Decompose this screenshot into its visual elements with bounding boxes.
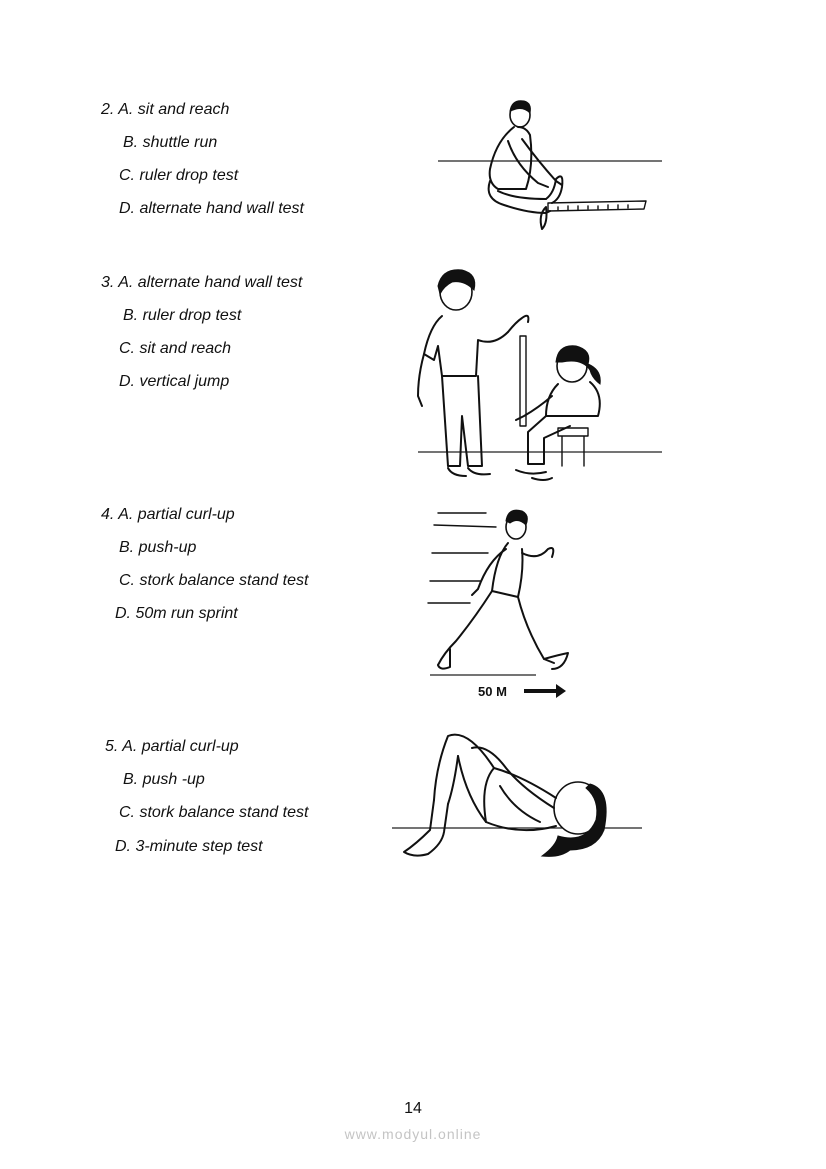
q5-option-a: 5. A. partial curl-up: [105, 738, 239, 755]
child-sit-and-reach-icon: [438, 95, 664, 235]
q2-option-c: C. ruler drop test: [119, 167, 239, 184]
child-curl-up-icon: [390, 726, 646, 878]
q3-option-d: D. vertical jump: [119, 373, 230, 390]
q3-option-a: 3. A. alternate hand wall test: [101, 274, 303, 291]
distance-caption: [478, 684, 507, 699]
q4-option-d: D. 50m run sprint: [115, 605, 238, 622]
page-number: 14: [404, 1100, 422, 1117]
q3-option-c: C. sit and reach: [119, 340, 232, 357]
q2-option-d: D. alternate hand wall test: [119, 200, 304, 217]
q4-option-c: C. stork balance stand test: [119, 572, 309, 589]
q2-option-a: 2. A. sit and reach: [101, 101, 230, 118]
watermark: www.modyul.online: [344, 1126, 482, 1142]
q3-option-b: B. ruler drop test: [123, 307, 242, 324]
q5-option-d: D. 3-minute step test: [115, 838, 263, 855]
arrow-right-icon: [524, 684, 566, 698]
q4-option-b: B. push-up: [119, 539, 197, 556]
q2-option-b: B. shuttle run: [123, 134, 218, 151]
q5-option-b: B. push -up: [123, 771, 205, 788]
distance-label: 50 M: [478, 684, 507, 699]
q4-option-a: 4. A. partial curl-up: [101, 506, 235, 523]
child-sprinting-icon: [426, 505, 576, 705]
q5-option-c: C. stork balance stand test: [119, 804, 309, 821]
children-ruler-drop-icon: [412, 266, 666, 484]
